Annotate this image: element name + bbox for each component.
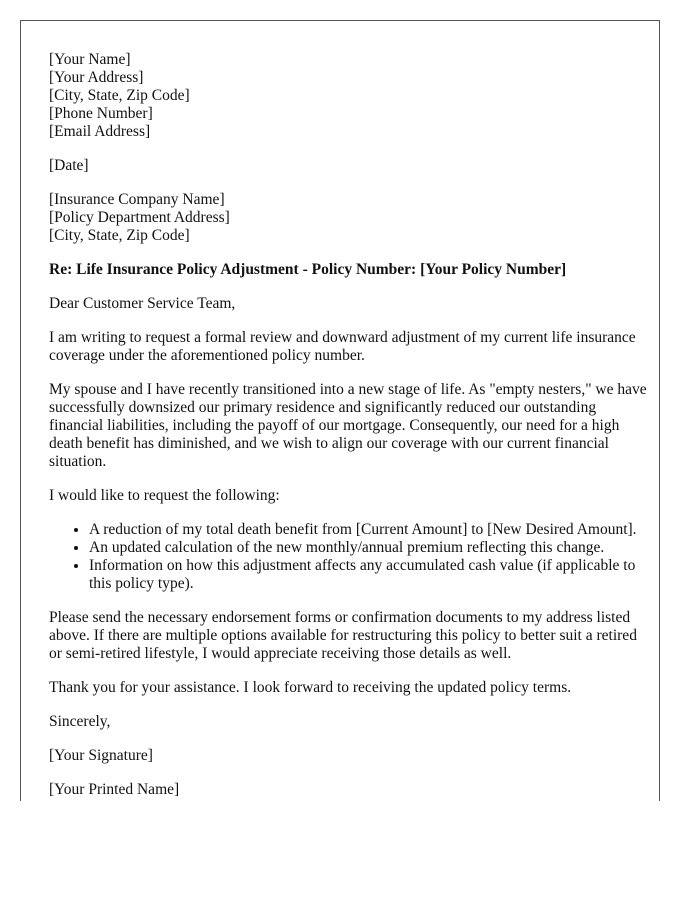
sender-block (49, 51, 649, 141)
sender-phone: [Phone Number] (49, 105, 153, 122)
signature-placeholder: [Your Signature] (49, 747, 153, 764)
request-lead-paragraph: I would like to request the following: (49, 487, 280, 504)
context-paragraph: My spouse and I have recently transitioned into a new stage of life. As "empty nesters," we have successfully downsized our primary residence and significantly reduced our outstanding financial liabilities, including the payoff of our mortgage. Consequently, our need for a high death benefit has diminished, and we wish to align our coverage with our current financial situation. (49, 381, 647, 470)
request-list (49, 521, 649, 593)
sender-name: [Your Name] (49, 51, 131, 68)
request-item-death-benefit: • A reduction of my total death benefit from [Current Amount] to [New Desired Amount]. (89, 521, 649, 539)
subject-line: Re: Life Insurance Policy Adjustment - Policy Number: [Your Policy Number] (49, 261, 567, 278)
sender-address: [Your Address] (49, 69, 144, 86)
letter-content (49, 51, 649, 799)
letter-date: [Date] (49, 157, 89, 174)
request-item-premium: • An updated calculation of the new monthly/annual premium reflecting this change. (89, 539, 649, 557)
request-item-cash-value: • Information on how this adjustment affects any accumulated cash value (if applicable to this policy type). (89, 557, 649, 593)
closing: Sincerely, (49, 713, 111, 730)
printed-name: [Your Printed Name] (49, 781, 180, 798)
salutation: Dear Customer Service Team, (49, 295, 236, 312)
intro-paragraph: I am writing to request a formal review and downward adjustment of my current life insurance coverage under the aforementioned policy number. (49, 329, 636, 364)
recipient-department-address: [Policy Department Address] (49, 209, 230, 226)
letter-page (20, 20, 660, 801)
forms-paragraph: Please send the necessary endorsement forms or confirmation documents to my address listed above. If there are multiple options available for restructuring this policy to better suit a retired or semi-retired lifestyle, I would appreciate receiving those details as well. (49, 609, 637, 662)
recipient-city-state-zip: [City, State, Zip Code] (49, 227, 190, 244)
recipient-company: [Insurance Company Name] (49, 191, 225, 208)
sender-city-state-zip: [City, State, Zip Code] (49, 87, 190, 104)
thanks-paragraph: Thank you for your assistance. I look forward to receiving the updated policy terms. (49, 679, 572, 696)
recipient-block (49, 191, 649, 245)
sender-email: [Email Address] (49, 123, 151, 140)
date-block (49, 157, 649, 175)
